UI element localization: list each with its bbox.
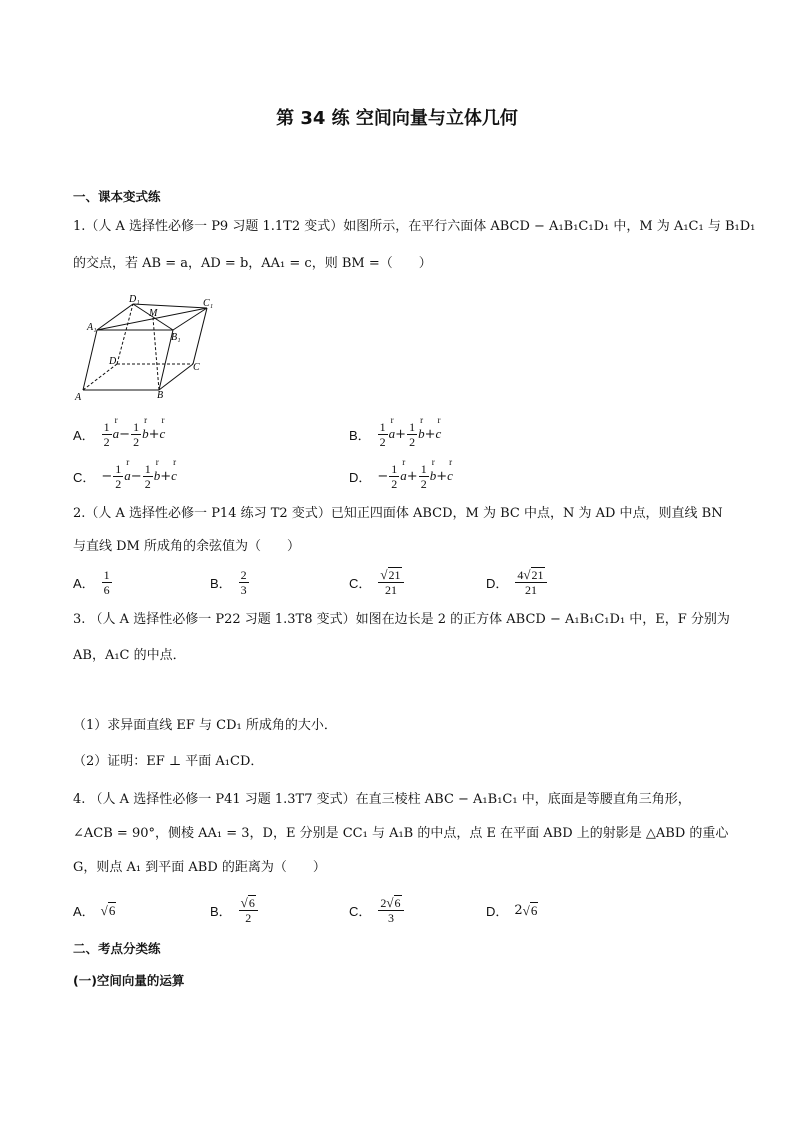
q2-option-c[interactable]: C． √ 21 21 [349, 562, 405, 602]
section-heading-2: 二、考点分类练 [73, 941, 161, 956]
q3-part2: （2）证明：EF ⊥ 平面 A₁CD． [73, 754, 264, 769]
label-D1: D₁ [129, 294, 140, 305]
label-C1: C₁ [203, 298, 214, 309]
label-A1: A₁ [87, 322, 97, 333]
q4-stem-line2: ∠ACB = 90°，侧棱 AA₁ = 3，D，E 分别是 CC₁ 与 A₁B 的中点，点 E 在平面 ABD 上的射影是 △ABD 的重心 [73, 826, 729, 841]
q4-stem-line3: G，则点 A₁ 到平面 ABD 的距离为（ ） [73, 860, 326, 875]
q3-stem-line1: 3. （人 A 选择性必修一 P22 习题 1.3T8 变式）如图在边长是 2 的正方体 ABCD − A₁B₁C₁D₁ 中，E，F 分别为 [73, 612, 730, 627]
q2-option-d[interactable]: D． 4 √ 21 21 [486, 562, 548, 602]
q1-option-b[interactable]: B． $\frac{1}{2}$ r a + $\frac{1}{2}$ r b + r c [349, 414, 441, 454]
page-title: 第 34 练 空间向量与立体几何 [276, 108, 518, 129]
q4-option-c[interactable]: C． 2 √ 6 3 [349, 890, 405, 930]
q4-stem-line1: 4. （人 A 选择性必修一 P41 习题 1.3T7 变式）在直三棱柱 ABC − A₁B₁C₁ 中，底面是等腰直角三角形， [73, 792, 691, 807]
label-B1: B₁ [171, 332, 181, 343]
q2-option-b[interactable]: B． $\frac{2}{3}$ [210, 567, 247, 597]
subsection-heading-2-1: (一)空间向量的运算 [73, 973, 185, 988]
q3-part1: （1）求异面直线 EF 与 CD₁ 所成角的大小． [73, 718, 337, 733]
q2-stem-line1: 2.（人 A 选择性必修一 P14 练习 T2 变式）已知正四面体 ABCD，M 为 BC 中点，N 为 AD 中点，则直线 BN [73, 506, 723, 521]
label-C: C [193, 362, 200, 373]
q1-option-d[interactable]: D． − $\frac{1}{2}$ r a + $\frac{1}{2}$ r b + r c [349, 456, 453, 496]
q1-stem-line2: 的交点，若 AB = a，AD = b，AA₁ = c，则 BM =（ ） [73, 256, 432, 271]
section-heading-1: 一、课本变式练 [73, 189, 161, 204]
label-M: M [149, 308, 158, 319]
q1-option-a[interactable]: A． $\frac{1}{2}$ r a − $\frac{1}{2}$ r b + r c [73, 414, 165, 454]
q2-stem-line2: 与直线 DM 所成角的余弦值为（ ） [73, 539, 300, 554]
q4-option-a[interactable]: A． √ 6 [73, 902, 116, 919]
q4-option-b[interactable]: B． √ 6 2 [210, 890, 259, 930]
q1-option-c[interactable]: C． − $\frac{1}{2}$ r a − $\frac{1}{2}$ r b + r c [73, 456, 177, 496]
q4-option-d[interactable]: D． 2 √ 6 [486, 902, 538, 919]
label-B: B [157, 390, 164, 401]
q2-option-a[interactable]: A． $\frac{1}{6}$ [73, 567, 110, 597]
parallelepiped-figure [73, 294, 223, 406]
q1-stem-line1: 1.（人 A 选择性必修一 P9 习题 1.1T2 变式）如图所示，在平行六面体 ABCD − A₁B₁C₁D₁ 中，M 为 A₁C₁ 与 B₁D₁ [73, 219, 756, 234]
label-A: A [75, 392, 82, 403]
label-D: D [109, 356, 117, 367]
q3-stem-line2: AB，A₁C 的中点． [73, 648, 186, 663]
